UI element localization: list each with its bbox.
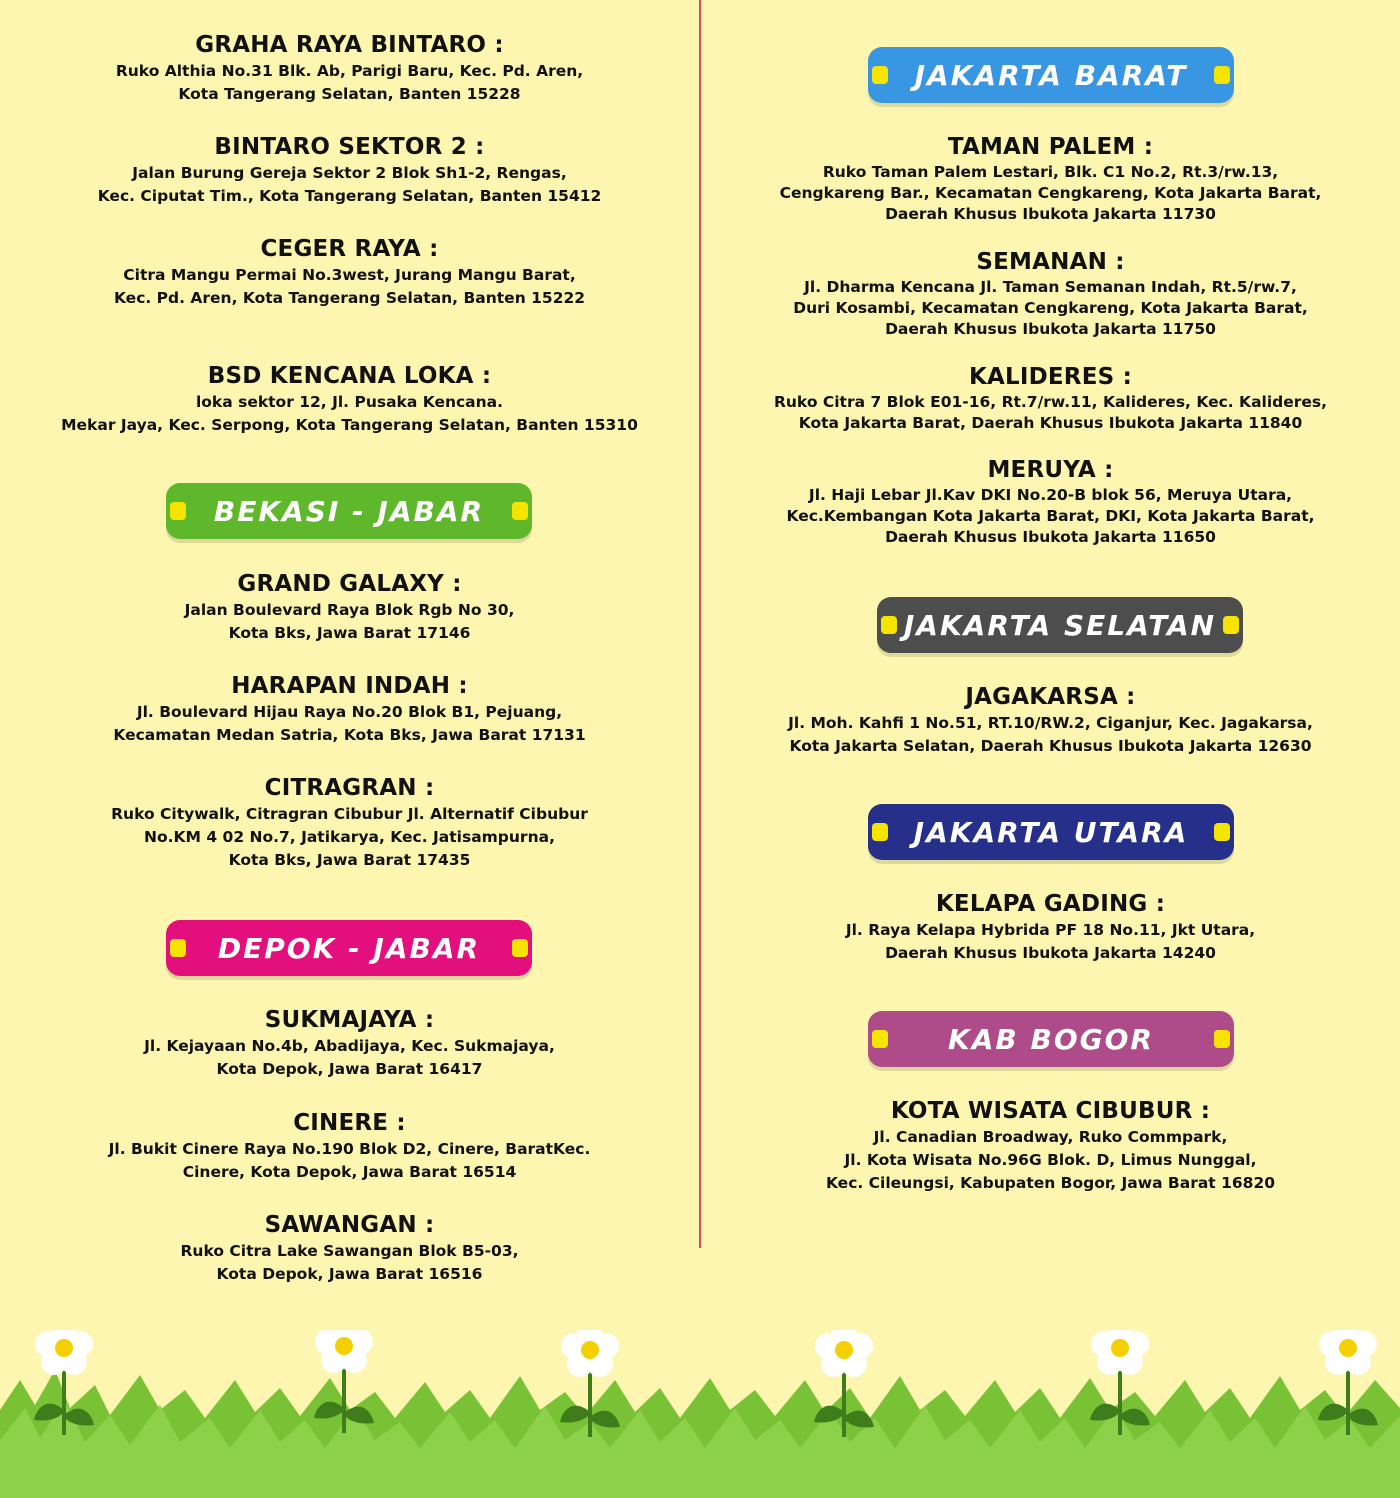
store-address-line: Citra Mangu Permai No.3west, Jurang Mangu Barat, bbox=[123, 266, 576, 284]
grass-decoration bbox=[0, 1330, 1400, 1498]
store-address-line: Ruko Althia No.31 Blk. Ab, Parigi Baru, Kec. Pd. Aren, bbox=[115, 62, 584, 80]
store-jagakarsa bbox=[701, 682, 1400, 758]
store-address-line: Jl. Kota Wisata No.96G Blok. D, Limus Nunggal, bbox=[844, 1151, 1257, 1169]
store-name: BSD KENCANA LOKA : bbox=[207, 363, 492, 389]
flower-icon bbox=[1090, 1330, 1150, 1435]
store-name: SAWANGAN : bbox=[264, 1212, 435, 1238]
store-address-line: Jl. Moh. Kahfi 1 No.51, RT.10/RW.2, Ciganjur, Kec. Jagakarsa, bbox=[788, 714, 1313, 732]
store-name: BINTARO SEKTOR 2 : bbox=[214, 134, 485, 160]
store-bsd-kencana-loka bbox=[0, 361, 699, 437]
store-name: JAGAKARSA : bbox=[965, 684, 1136, 710]
region-banner-label: JAKARTA UTARA bbox=[913, 815, 1189, 849]
store-address-line: Daerah Khusus Ibukota Jakarta 11650 bbox=[885, 528, 1216, 546]
store-meruya bbox=[701, 455, 1400, 548]
banner-dot bbox=[1214, 66, 1230, 84]
banner-dot bbox=[170, 939, 186, 957]
flower-icon bbox=[814, 1330, 874, 1437]
banner-dot bbox=[1214, 1030, 1230, 1048]
store-address-line: Jl. Dharma Kencana Jl. Taman Semanan Indah, Rt.5/rw.7, bbox=[804, 278, 1297, 296]
banner-dot bbox=[512, 502, 528, 520]
store-kalideres bbox=[701, 362, 1400, 434]
store-address-line: Kec. Cileungsi, Kabupaten Bogor, Jawa Barat 16820 bbox=[825, 1174, 1276, 1192]
store-address-line: Ruko Citywalk, Citragran Cibubur Jl. Alternatif Cibubur bbox=[111, 805, 588, 823]
store-address-line: Jl. Canadian Broadway, Ruko Commpark, bbox=[873, 1128, 1228, 1146]
store-semanan bbox=[701, 247, 1400, 340]
store-kota-wisata-cibubur bbox=[701, 1096, 1400, 1195]
store-grand-galaxy bbox=[0, 569, 699, 645]
store-name: CITRAGRAN : bbox=[264, 775, 435, 801]
flower-icon bbox=[560, 1330, 620, 1437]
store-address-line: Jalan Boulevard Raya Blok Rgb No 30, bbox=[184, 601, 515, 619]
store-name: HARAPAN INDAH : bbox=[231, 673, 468, 699]
banner-dot bbox=[872, 1030, 888, 1048]
banner-dot bbox=[512, 939, 528, 957]
store-address-line: Jalan Burung Gereja Sektor 2 Blok Sh1-2, Rengas, bbox=[132, 164, 567, 182]
store-address-line: Daerah Khusus Ibukota Jakarta 11730 bbox=[885, 205, 1216, 223]
store-cinere bbox=[0, 1108, 699, 1184]
store-address-line: Jl. Bukit Cinere Raya No.190 Blok D2, Cinere, BaratKec. bbox=[108, 1140, 591, 1158]
store-address-line: Kec. Pd. Aren, Kota Tangerang Selatan, Banten 15222 bbox=[113, 289, 586, 307]
store-ceger-raya bbox=[0, 234, 699, 310]
region-banner-label: DEPOK - JABAR bbox=[217, 931, 481, 965]
region-banner-jakarta-selatan bbox=[877, 597, 1243, 653]
region-banner-depok bbox=[166, 920, 532, 976]
store-address-line: Cinere, Kota Depok, Jawa Barat 16514 bbox=[182, 1163, 517, 1181]
store-address-line: Kota Depok, Jawa Barat 16417 bbox=[216, 1060, 483, 1078]
store-sawangan bbox=[0, 1210, 699, 1286]
banner-dot bbox=[1223, 616, 1239, 634]
store-bintaro-sektor-2 bbox=[0, 132, 699, 208]
store-address-line: Kota Depok, Jawa Barat 16516 bbox=[216, 1265, 483, 1283]
store-address-line: Kota Jakarta Selatan, Daerah Khusus Ibukota Jakarta 12630 bbox=[789, 737, 1312, 755]
store-address-line: Kecamatan Medan Satria, Kota Bks, Jawa Barat 17131 bbox=[113, 726, 586, 744]
store-name: SUKMAJAYA : bbox=[264, 1007, 435, 1033]
store-address-line: Kota Bks, Jawa Barat 17435 bbox=[228, 851, 471, 869]
region-banner-label: JAKARTA BARAT bbox=[914, 58, 1188, 92]
store-address-line: loka sektor 12, Jl. Pusaka Kencana. bbox=[195, 393, 504, 411]
store-address-line: Kota Bks, Jawa Barat 17146 bbox=[228, 624, 471, 642]
store-address-line: Ruko Citra Lake Sawangan Blok B5-03, bbox=[180, 1242, 519, 1260]
banner-dot bbox=[872, 66, 888, 84]
region-banner-bekasi bbox=[166, 483, 532, 539]
store-name: CINERE : bbox=[293, 1110, 406, 1136]
flower-icon bbox=[34, 1330, 94, 1435]
region-banner-label: KAB BOGOR bbox=[948, 1022, 1154, 1056]
banner-dot bbox=[1214, 823, 1230, 841]
store-address-line: Ruko Taman Palem Lestari, Blk. C1 No.2, Rt.3/rw.13, bbox=[822, 163, 1279, 181]
store-name: GRAND GALAXY : bbox=[237, 571, 462, 597]
flower-icon bbox=[314, 1330, 374, 1433]
store-address-line: Jl. Kejayaan No.4b, Abadijaya, Kec. Sukmajaya, bbox=[144, 1037, 555, 1055]
region-banner-jakarta-barat bbox=[868, 47, 1234, 103]
store-kelapa-gading bbox=[701, 889, 1400, 965]
store-address-line: Kota Jakarta Barat, Daerah Khusus Ibukota Jakarta 11840 bbox=[798, 414, 1303, 432]
store-address-line: Cengkareng Bar., Kecamatan Cengkareng, Kota Jakarta Barat, bbox=[779, 184, 1322, 202]
flower-icon bbox=[1318, 1330, 1378, 1435]
store-address-line: Jl. Haji Lebar Jl.Kav DKI No.20-B blok 56, Meruya Utara, bbox=[808, 486, 1293, 504]
store-graha-raya-bintaro bbox=[0, 30, 699, 106]
store-address-line: Kec. Ciputat Tim., Kota Tangerang Selatan, Banten 15412 bbox=[97, 187, 602, 205]
store-address-line: Daerah Khusus Ibukota Jakarta 11750 bbox=[885, 320, 1216, 338]
store-name: KOTA WISATA CIBUBUR : bbox=[890, 1098, 1211, 1124]
store-taman-palem bbox=[701, 132, 1400, 225]
store-name: KALIDERES : bbox=[968, 364, 1133, 390]
region-banner-jakarta-utara bbox=[868, 804, 1234, 860]
store-harapan-indah bbox=[0, 671, 699, 747]
store-address-line: Daerah Khusus Ibukota Jakarta 14240 bbox=[885, 944, 1216, 962]
store-citragran bbox=[0, 773, 699, 872]
banner-dot bbox=[881, 616, 897, 634]
store-address-line: No.KM 4 02 No.7, Jatikarya, Kec. Jatisampurna, bbox=[144, 828, 555, 846]
store-name: KELAPA GADING : bbox=[935, 891, 1166, 917]
store-address-line: Kota Tangerang Selatan, Banten 15228 bbox=[178, 85, 521, 103]
store-sukmajaya bbox=[0, 1005, 699, 1081]
store-address-line: Mekar Jaya, Kec. Serpong, Kota Tangerang Selatan, Banten 15310 bbox=[61, 416, 638, 434]
store-name: CEGER RAYA : bbox=[260, 236, 439, 262]
store-name: GRAHA RAYA BINTARO : bbox=[195, 32, 504, 58]
store-address-line: Duri Kosambi, Kecamatan Cengkareng, Kota Jakarta Barat, bbox=[793, 299, 1308, 317]
store-address-line: Kec.Kembangan Kota Jakarta Barat, DKI, Kota Jakarta Barat, bbox=[786, 507, 1315, 525]
banner-dot bbox=[872, 823, 888, 841]
banner-dot bbox=[170, 502, 186, 520]
store-address-line: Jl. Boulevard Hijau Raya No.20 Blok B1, Pejuang, bbox=[136, 703, 563, 721]
store-name: SEMANAN : bbox=[976, 249, 1125, 275]
region-banner-label: BEKASI - JABAR bbox=[213, 494, 485, 528]
store-name: TAMAN PALEM : bbox=[947, 134, 1154, 160]
store-address-line: Jl. Raya Kelapa Hybrida PF 18 No.11, Jkt Utara, bbox=[845, 921, 1256, 939]
store-name: MERUYA : bbox=[987, 457, 1114, 483]
store-address-line: Ruko Citra 7 Blok E01-16, Rt.7/rw.11, Kalideres, Kec. Kalideres, bbox=[773, 393, 1328, 411]
region-banner-kab-bogor bbox=[868, 1011, 1234, 1067]
region-banner-label: JAKARTA SELATAN bbox=[903, 608, 1217, 642]
